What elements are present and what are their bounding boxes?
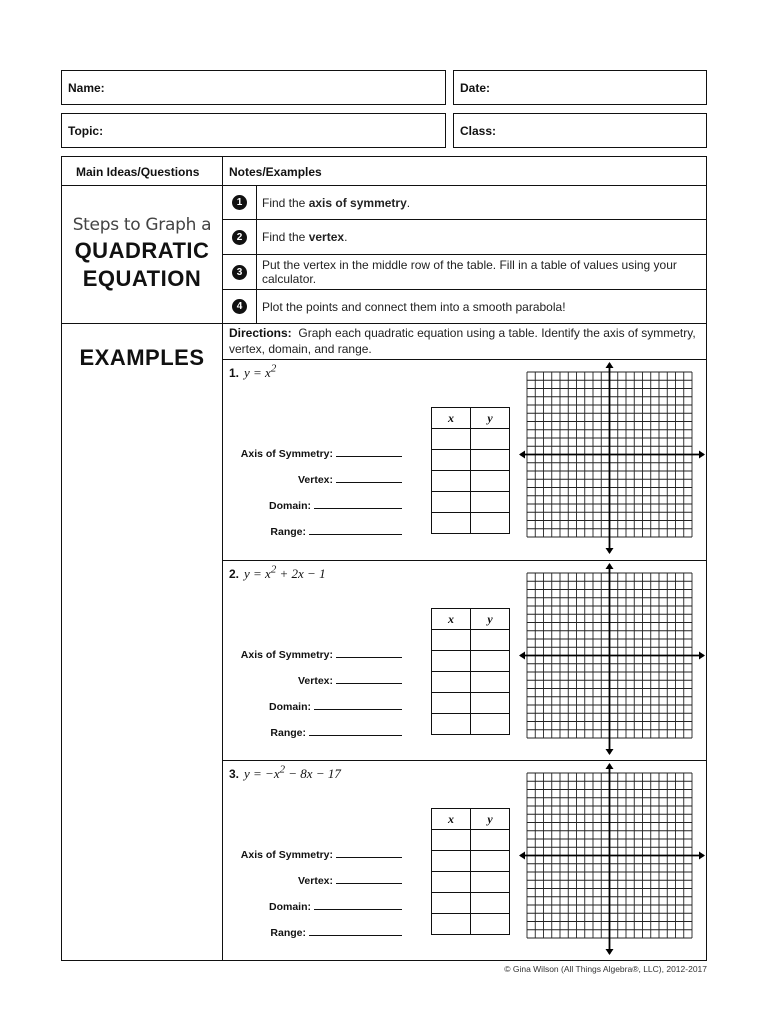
answer-blank[interactable] [336,448,402,457]
x-column-header: x [432,408,471,429]
xy-value-table [431,608,510,735]
topic-label: Topic: [68,123,104,138]
answer-blank[interactable] [309,526,402,535]
xy-value-table [431,407,510,534]
example-2 [223,561,707,760]
table-cell[interactable] [432,672,471,693]
table-cell[interactable] [471,693,510,714]
axis-of-symmetry-label: Axis of Symmetry: [227,849,402,861]
y-column-header: y [471,609,510,630]
table-cell[interactable] [432,429,471,450]
answer-blank[interactable] [336,675,402,684]
table-cell[interactable] [471,492,510,513]
coordinate-grid[interactable] [519,563,705,755]
table-cell[interactable] [471,630,510,651]
coordinate-grid[interactable] [519,362,705,554]
section-divider [62,323,706,324]
directions-text: Directions: Graph each quadratic equation using a table. Identify the axis of symmetry, vertex, domain, and range. [229,326,696,356]
step-number-badge: 2 [232,230,247,245]
table-cell[interactable] [432,651,471,672]
step-row: 2 Find the vertex. [223,220,707,254]
down-arrow-icon [606,548,614,554]
range-label: Range: [227,526,402,538]
equation-title: EQUATION [82,266,202,291]
equation-formula: $y = x^2 + 2x - 1$ [244,564,326,582]
table-cell[interactable] [471,651,510,672]
domain-label: Domain: [227,701,402,713]
answer-blank[interactable] [336,849,402,858]
table-cell[interactable] [432,630,471,651]
step-number-badge: 4 [232,299,247,314]
equation-formula: $y = -x^2 - 8x - 17$ [244,764,341,782]
y-column-header: y [471,408,510,429]
example-3 [223,761,707,960]
vertex-label: Vertex: [227,474,402,486]
left-arrow-icon [519,451,525,459]
table-cell[interactable] [471,471,510,492]
step-row: 3 Put the vertex in the middle row of the table. Fill in a table of values using your calculator. [223,255,707,289]
table-cell[interactable] [471,429,510,450]
quadratic-title: QUADRATIC [74,238,210,263]
vertex-label: Vertex: [227,875,402,887]
class-label: Class: [460,123,497,138]
table-cell[interactable] [471,872,510,893]
table-cell[interactable] [432,450,471,471]
range-label: Range: [227,727,402,739]
copyright-footer: © Gina Wilson (All Things Algebra®, LLC), 2012-2017 [504,964,707,974]
table-cell[interactable] [432,872,471,893]
up-arrow-icon [606,763,614,769]
notes-frame [61,156,707,961]
answer-blank[interactable] [336,474,402,483]
date-label: Date: [460,80,491,95]
example-number: 1. [229,366,240,381]
table-cell[interactable] [432,513,471,534]
answer-blank[interactable] [336,649,402,658]
example-1 [223,360,707,560]
directions-label: Directions: [229,326,292,340]
domain-label: Domain: [227,901,402,913]
table-cell[interactable] [471,914,510,935]
down-arrow-icon [606,749,614,755]
up-arrow-icon [606,362,614,368]
answer-blank[interactable] [309,727,402,736]
axis-of-symmetry-label: Axis of Symmetry: [227,649,402,661]
example-equation [229,764,341,782]
range-label: Range: [227,927,402,939]
domain-label: Domain: [227,500,402,512]
answer-blank[interactable] [336,875,402,884]
steps-script-title: Steps to Graph a [72,215,212,235]
answer-blank[interactable] [314,901,402,910]
xy-value-table [431,808,510,935]
table-cell[interactable] [432,893,471,914]
answer-blank[interactable] [314,701,402,710]
table-cell[interactable] [471,450,510,471]
name-field[interactable] [61,70,446,105]
table-cell[interactable] [432,914,471,935]
step-row: 1 Find the axis of symmetry. [223,186,707,219]
table-cell[interactable] [471,513,510,534]
topic-field[interactable] [61,113,446,148]
coordinate-grid[interactable] [519,763,705,955]
right-arrow-icon [699,451,705,459]
table-cell[interactable] [471,851,510,872]
name-label: Name: [68,80,105,95]
table-cell[interactable] [432,492,471,513]
class-field[interactable] [453,113,707,148]
table-cell[interactable] [432,851,471,872]
axis-of-symmetry-label: Axis of Symmetry: [227,448,402,460]
example-number: 2. [229,567,240,582]
step-number-badge: 3 [232,265,247,280]
right-arrow-icon [699,652,705,660]
table-cell[interactable] [432,471,471,492]
answer-blank[interactable] [309,927,402,936]
up-arrow-icon [606,563,614,569]
table-cell[interactable] [471,714,510,735]
left-arrow-icon [519,652,525,660]
example-number: 3. [229,767,240,782]
down-arrow-icon [606,949,614,955]
right-arrow-icon [699,852,705,860]
x-column-header: x [432,609,471,630]
date-field[interactable] [453,70,707,105]
answer-blank[interactable] [314,500,402,509]
left-arrow-icon [519,852,525,860]
table-cell[interactable] [432,830,471,851]
table-cell[interactable] [471,830,510,851]
example-equation [229,564,326,582]
step-row: 4 Plot the points and connect them into a smooth parabola! [223,290,707,323]
vertex-label: Vertex: [227,675,402,687]
x-column-header: x [432,809,471,830]
equation-formula: $y = x^2$ [244,363,277,381]
step-number-badge: 1 [232,195,247,210]
y-column-header: y [471,809,510,830]
table-cell[interactable] [471,893,510,914]
examples-label: EXAMPLES [79,345,205,370]
main-ideas-header: Main Ideas/Questions [76,164,200,179]
notes-examples-header: Notes/Examples [229,164,322,179]
table-cell[interactable] [471,672,510,693]
example-equation [229,363,276,381]
table-cell[interactable] [432,693,471,714]
table-cell[interactable] [432,714,471,735]
